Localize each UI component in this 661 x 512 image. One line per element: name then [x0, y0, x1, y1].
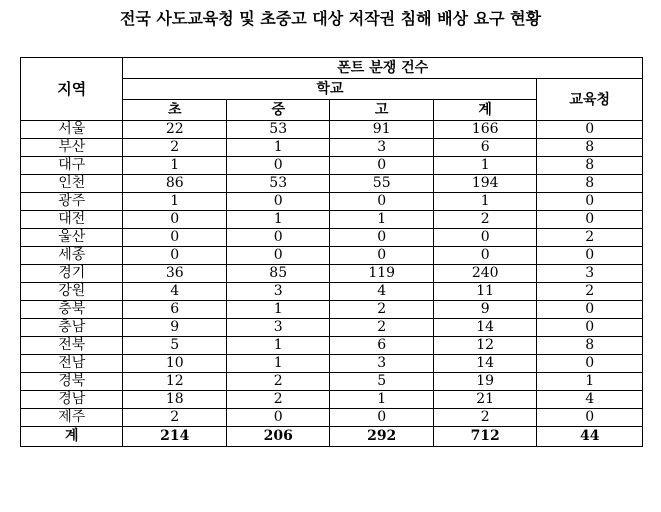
cell-high: 0 [330, 409, 433, 427]
cell-middle: 85 [226, 265, 329, 283]
table-row [21, 355, 643, 373]
cell-education-office: 0 [537, 301, 643, 319]
cell-high: 1 [330, 391, 433, 409]
table-body [21, 121, 643, 427]
cell-subtotal: 1 [433, 157, 536, 175]
cell-elementary: 5 [123, 337, 226, 355]
cell-subtotal: 194 [433, 175, 536, 193]
header-education-office: 교육청 [537, 79, 643, 121]
table-row [21, 319, 643, 337]
cell-subtotal: 1 [433, 193, 536, 211]
cell-elementary: 86 [123, 175, 226, 193]
table-row [21, 175, 643, 193]
total-label: 계 [21, 427, 123, 447]
cell-elementary: 10 [123, 355, 226, 373]
cell-middle: 0 [226, 247, 329, 265]
cell-region: 대구 [21, 157, 123, 175]
cell-middle: 1 [226, 211, 329, 229]
table-row [21, 229, 643, 247]
document-title: 전국 사도교육청 및 초중고 대상 저작권 침해 배상 요구 현황 [119, 9, 542, 28]
cell-middle: 2 [226, 373, 329, 391]
cell-high: 2 [330, 319, 433, 337]
total-middle: 206 [226, 427, 329, 447]
cell-education-office: 4 [537, 391, 643, 409]
cell-education-office: 2 [537, 283, 643, 301]
cell-high: 91 [330, 121, 433, 139]
cell-elementary: 1 [123, 157, 226, 175]
total-subtotal: 712 [433, 427, 536, 447]
font-dispute-table [20, 57, 643, 447]
cell-subtotal: 0 [433, 229, 536, 247]
cell-subtotal: 14 [433, 355, 536, 373]
cell-subtotal: 240 [433, 265, 536, 283]
cell-education-office: 0 [537, 193, 643, 211]
table-row [21, 409, 643, 427]
cell-elementary: 0 [123, 211, 226, 229]
table-row [21, 193, 643, 211]
cell-education-office: 8 [537, 157, 643, 175]
cell-education-office: 0 [537, 121, 643, 139]
table-row [21, 121, 643, 139]
cell-elementary: 22 [123, 121, 226, 139]
header-middle: 중 [226, 100, 329, 121]
cell-high: 2 [330, 301, 433, 319]
cell-region: 인천 [21, 175, 123, 193]
cell-elementary: 2 [123, 409, 226, 427]
total-elementary: 214 [123, 427, 226, 447]
cell-middle: 53 [226, 121, 329, 139]
cell-elementary: 1 [123, 193, 226, 211]
cell-high: 0 [330, 229, 433, 247]
cell-subtotal: 2 [433, 211, 536, 229]
total-education-office: 44 [537, 427, 643, 447]
cell-subtotal: 9 [433, 301, 536, 319]
table-row [21, 211, 643, 229]
cell-education-office: 0 [537, 319, 643, 337]
cell-subtotal: 0 [433, 247, 536, 265]
cell-middle: 1 [226, 301, 329, 319]
header-subtotal: 계 [433, 100, 536, 121]
cell-elementary: 12 [123, 373, 226, 391]
cell-subtotal: 19 [433, 373, 536, 391]
cell-education-office: 8 [537, 139, 643, 157]
cell-region: 경북 [21, 373, 123, 391]
table-row [21, 391, 643, 409]
cell-high: 55 [330, 175, 433, 193]
cell-elementary: 6 [123, 301, 226, 319]
header-region: 지역 [21, 58, 123, 121]
cell-region: 대전 [21, 211, 123, 229]
cell-subtotal: 21 [433, 391, 536, 409]
cell-elementary: 18 [123, 391, 226, 409]
cell-education-office: 8 [537, 337, 643, 355]
cell-region: 경남 [21, 391, 123, 409]
cell-high: 0 [330, 247, 433, 265]
cell-education-office: 3 [537, 265, 643, 283]
cell-high: 3 [330, 355, 433, 373]
cell-education-office: 0 [537, 355, 643, 373]
total-high: 292 [330, 427, 433, 447]
header-font-dispute-count: 폰트 분쟁 건수 [123, 58, 643, 79]
table-row [21, 301, 643, 319]
table-row [21, 337, 643, 355]
cell-region: 서울 [21, 121, 123, 139]
table-row [21, 373, 643, 391]
table-row [21, 139, 643, 157]
cell-region: 광주 [21, 193, 123, 211]
cell-region: 전남 [21, 355, 123, 373]
cell-subtotal: 6 [433, 139, 536, 157]
cell-region: 부산 [21, 139, 123, 157]
table-row [21, 157, 643, 175]
cell-middle: 1 [226, 355, 329, 373]
cell-education-office: 1 [537, 373, 643, 391]
cell-subtotal: 14 [433, 319, 536, 337]
cell-elementary: 36 [123, 265, 226, 283]
cell-high: 4 [330, 283, 433, 301]
cell-elementary: 0 [123, 247, 226, 265]
cell-subtotal: 2 [433, 409, 536, 427]
cell-high: 0 [330, 157, 433, 175]
cell-high: 0 [330, 193, 433, 211]
cell-region: 경기 [21, 265, 123, 283]
cell-education-office: 0 [537, 247, 643, 265]
header-elementary: 초 [123, 100, 226, 121]
cell-education-office: 8 [537, 175, 643, 193]
cell-region: 충남 [21, 319, 123, 337]
cell-education-office: 0 [537, 211, 643, 229]
cell-subtotal: 166 [433, 121, 536, 139]
cell-elementary: 0 [123, 229, 226, 247]
cell-high: 6 [330, 337, 433, 355]
cell-elementary: 4 [123, 283, 226, 301]
header-high: 고 [330, 100, 433, 121]
cell-middle: 3 [226, 283, 329, 301]
cell-education-office: 2 [537, 229, 643, 247]
cell-region: 강원 [21, 283, 123, 301]
cell-middle: 1 [226, 139, 329, 157]
cell-middle: 0 [226, 193, 329, 211]
cell-region: 세종 [21, 247, 123, 265]
cell-high: 5 [330, 373, 433, 391]
cell-high: 119 [330, 265, 433, 283]
header-school: 학교 [123, 79, 537, 100]
cell-region: 울산 [21, 229, 123, 247]
cell-middle: 0 [226, 229, 329, 247]
cell-region: 전북 [21, 337, 123, 355]
cell-middle: 53 [226, 175, 329, 193]
total-row [21, 427, 643, 447]
cell-middle: 3 [226, 319, 329, 337]
cell-elementary: 9 [123, 319, 226, 337]
cell-high: 1 [330, 211, 433, 229]
cell-middle: 0 [226, 157, 329, 175]
cell-subtotal: 12 [433, 337, 536, 355]
cell-elementary: 2 [123, 139, 226, 157]
cell-middle: 0 [226, 409, 329, 427]
cell-region: 제주 [21, 409, 123, 427]
cell-middle: 1 [226, 337, 329, 355]
cell-subtotal: 11 [433, 283, 536, 301]
table-row [21, 247, 643, 265]
table-row [21, 283, 643, 301]
table-row [21, 265, 643, 283]
cell-region: 충북 [21, 301, 123, 319]
cell-high: 3 [330, 139, 433, 157]
cell-middle: 2 [226, 391, 329, 409]
cell-education-office: 0 [537, 409, 643, 427]
